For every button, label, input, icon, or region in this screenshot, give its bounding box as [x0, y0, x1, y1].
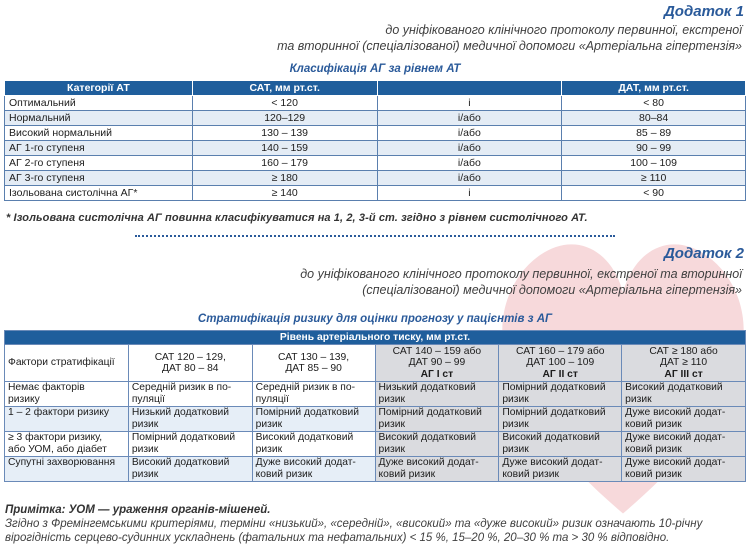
risk-line2: ризик [378, 418, 405, 430]
risk-line1: Дуже високий додат- [255, 457, 356, 468]
risk-cell [499, 432, 622, 457]
conjunction-cell: і [377, 186, 562, 201]
factor-line1: ≥ 3 фактори ризику, [8, 432, 103, 443]
category-cell: Оптимальний [5, 96, 193, 111]
risk-line2: ковий ризик [378, 468, 436, 480]
dbp-cell: 100 – 109 [562, 156, 746, 171]
conjunction-cell: і [377, 96, 562, 111]
factor-cell [5, 407, 129, 432]
column-header [128, 345, 252, 382]
column-header-stage: АГ ІІІ ст [664, 368, 703, 380]
classification-header-row [5, 81, 746, 96]
column-header-line2: ДАТ ≥ 110 [660, 357, 708, 369]
table-row [5, 186, 746, 201]
risk-cell [128, 382, 252, 407]
risk-line1: Середній ризик в по- [131, 382, 232, 393]
risk-cell [252, 432, 375, 457]
column-header-stage: АГ І ст [420, 368, 454, 380]
risk-line2: ризик [378, 443, 405, 455]
risk-cell [375, 457, 499, 482]
dbp-cell: 80–84 [562, 111, 746, 126]
stratification-header-row [5, 345, 746, 382]
column-header-line1: САТ ≥ 180 або [649, 345, 718, 357]
category-cell: Ізольована систолічна АГ* [5, 186, 193, 201]
risk-cell [128, 432, 252, 457]
table-row [5, 111, 746, 126]
risk-line1: Дуже високий додат- [625, 432, 726, 443]
classification-footnote: * Ізольована систолічна АГ повинна класифікуватися на 1, 2, 3-й ст. згідно з рівнем систолічного АТ. [6, 212, 588, 224]
risk-cell [622, 382, 746, 407]
table-row [5, 407, 746, 432]
conjunction-cell: і/або [377, 126, 562, 141]
risk-line1: Низький додатковий [378, 382, 476, 393]
table-row [5, 141, 746, 156]
risk-cell [252, 407, 375, 432]
stratification-note-line1: Згідно з Фремінгемськими критеріями, терміни «низький», «середній», «високий» та «дуже високий» ризик означають 10-річну [5, 518, 703, 530]
conjunction-cell: і/або [377, 171, 562, 186]
risk-line1: Низький додатковий [131, 407, 230, 418]
risk-line1: Помірний додатковий [255, 407, 359, 418]
header-conjunction [377, 81, 562, 96]
conjunction-cell: і/або [377, 111, 562, 126]
header-dbp: ДАТ, мм рт.ст. [562, 81, 746, 96]
risk-cell [375, 407, 499, 432]
annex2-title: Додаток 2 [663, 245, 744, 262]
stratification-table [4, 330, 746, 482]
dbp-cell: 85 – 89 [562, 126, 746, 141]
risk-line2: ковий ризик [502, 468, 559, 480]
column-header-line1: САТ 160 – 179 або [516, 345, 605, 357]
stratification-note-line2: вірогідність серцево-судинних ускладнень (фатальних та нефатальних) < 15 %, 15–20 %, 20–30 % та > 30 % відповідно. [5, 532, 670, 544]
column-header [499, 345, 622, 382]
column-header-line2: ДАТ 90 – 99 [408, 357, 466, 369]
sbp-cell: 130 – 139 [192, 126, 377, 141]
conjunction-cell: і/або [377, 141, 562, 156]
table-row [5, 156, 746, 171]
category-cell: Високий нормальний [5, 126, 193, 141]
column-header-stage: АГ ІІ ст [542, 368, 578, 380]
column-header-line2: ДАТ 85 – 90 [285, 363, 342, 374]
risk-line1: Дуже високий додат- [378, 457, 479, 468]
factor-header: Фактори стратифікації [5, 345, 129, 382]
pressure-level-band: Рівень артеріального тиску, мм рт.ст. [5, 331, 746, 345]
stratification-note [5, 517, 740, 545]
dbp-cell: < 90 [562, 186, 746, 201]
dbp-cell: ≥ 110 [562, 171, 746, 186]
sbp-cell: ≥ 180 [192, 171, 377, 186]
factor-line1: Супутні захворювання [8, 457, 116, 468]
risk-line2: ризик [131, 418, 159, 430]
risk-cell [622, 457, 746, 482]
factor-line1: 1 – 2 фактори ризику [8, 407, 109, 418]
risk-line1: Високий додатковий [378, 432, 477, 443]
factor-cell [5, 382, 129, 407]
factor-line2: ризику [8, 393, 40, 405]
risk-line2: ризик [255, 443, 283, 455]
factor-line1: Немає факторів [8, 382, 85, 393]
table-row [5, 457, 746, 482]
stratification-title: Стратифікація ризику для оцінки прогнозу у пацієнтів з АГ [197, 313, 553, 325]
column-header [622, 345, 746, 382]
annex2-subtitle-line2: (спеціалізованої) медичної допомоги «Артеріальна гіпертензія» [362, 283, 742, 297]
risk-line2: ризик [131, 468, 159, 480]
risk-line2: ковий ризик [625, 443, 682, 455]
column-header-line2: ДАТ 100 – 109 [526, 357, 595, 369]
band-row [5, 331, 746, 345]
risk-cell [499, 407, 622, 432]
annex1-subtitle-line2: та вторинної (спеціалізованої) медичної допомоги «Артеріальна гіпертензія» [277, 39, 742, 53]
sbp-cell: ≥ 140 [192, 186, 377, 201]
risk-line2: ризик [131, 443, 159, 455]
stratification-note-title: Примітка: УОМ — ураження органів-мішеней. [5, 504, 271, 516]
risk-cell [622, 407, 746, 432]
risk-line2: пуляції [255, 393, 289, 405]
classification-title: Класифікація АГ за рівнем АТ [289, 63, 461, 75]
annex2-subtitle [242, 266, 742, 298]
classification-table [4, 80, 746, 201]
category-cell: АГ 2-го ступеня [5, 156, 193, 171]
section-divider [135, 235, 615, 237]
risk-line1: Високий додатковий [502, 432, 600, 443]
risk-line2: ризик [625, 393, 652, 405]
risk-line2: ризик [502, 443, 529, 455]
risk-line2: ковий ризик [255, 468, 313, 480]
table-row [5, 171, 746, 186]
category-cell: АГ 3-го ступеня [5, 171, 193, 186]
risk-line1: Високий додатковий [625, 382, 723, 393]
risk-cell [128, 407, 252, 432]
dbp-cell: 90 – 99 [562, 141, 746, 156]
factor-line2: або УОМ, або діабет [8, 443, 107, 455]
column-header-line2: ДАТ 80 – 84 [161, 363, 219, 374]
risk-cell [622, 432, 746, 457]
risk-line1: Дуже високий додат- [502, 457, 603, 468]
table-row [5, 382, 746, 407]
sbp-cell: < 120 [192, 96, 377, 111]
sbp-cell: 120–129 [192, 111, 377, 126]
risk-line1: Дуже високий додат- [625, 457, 726, 468]
risk-line1: Високий додатковий [131, 457, 230, 468]
column-header [252, 345, 375, 382]
risk-line1: Помірний додатковий [378, 407, 482, 418]
risk-cell [252, 382, 375, 407]
category-cell: Нормальний [5, 111, 193, 126]
risk-line1: Високий додатковий [255, 432, 354, 443]
table-row [5, 96, 746, 111]
table-row [5, 126, 746, 141]
risk-cell [375, 382, 499, 407]
header-category: Категорії АТ [5, 81, 193, 96]
risk-cell [375, 432, 499, 457]
column-header-line1: САТ 140 – 159 або [392, 345, 482, 357]
risk-cell [499, 457, 622, 482]
column-header [375, 345, 499, 382]
column-header-line1: САТ 130 – 139, [278, 351, 350, 363]
risk-line2: ризик [502, 393, 529, 405]
annex1-subtitle-line1: до уніфікованого клінічного протоколу первинної, екстреної [385, 23, 742, 37]
column-header-line1: САТ 120 – 129, [154, 351, 226, 363]
risk-line1: Помірний додатковий [131, 432, 236, 443]
risk-line2: ковий ризик [625, 418, 682, 430]
risk-cell [499, 382, 622, 407]
risk-line2: ковий ризик [625, 468, 682, 480]
dbp-cell: < 80 [562, 96, 746, 111]
factor-cell [5, 457, 129, 482]
category-cell: АГ 1-го ступеня [5, 141, 193, 156]
risk-line1: Дуже високий додат- [625, 407, 726, 418]
risk-cell [252, 457, 375, 482]
risk-line1: Середній ризик в по- [255, 382, 356, 393]
factor-cell [5, 432, 129, 457]
risk-line1: Помірний додатковий [502, 407, 606, 418]
risk-line2: ризик [255, 418, 283, 430]
risk-line2: пуляції [131, 393, 165, 405]
annex1-title: Додаток 1 [663, 3, 744, 20]
table-row [5, 432, 746, 457]
annex2-subtitle-line1: до уніфікованого клінічного протоколу первинної, екстреної та вторинної [300, 267, 742, 281]
sbp-cell: 160 – 179 [192, 156, 377, 171]
conjunction-cell: і/або [377, 156, 562, 171]
risk-cell [128, 457, 252, 482]
annex1-subtitle [142, 22, 742, 54]
sbp-cell: 140 – 159 [192, 141, 377, 156]
risk-line2: ризик [378, 393, 405, 405]
risk-line2: ризик [502, 418, 529, 430]
risk-line1: Помірний додатковий [502, 382, 606, 393]
header-sbp: САТ, мм рт.ст. [192, 81, 377, 96]
